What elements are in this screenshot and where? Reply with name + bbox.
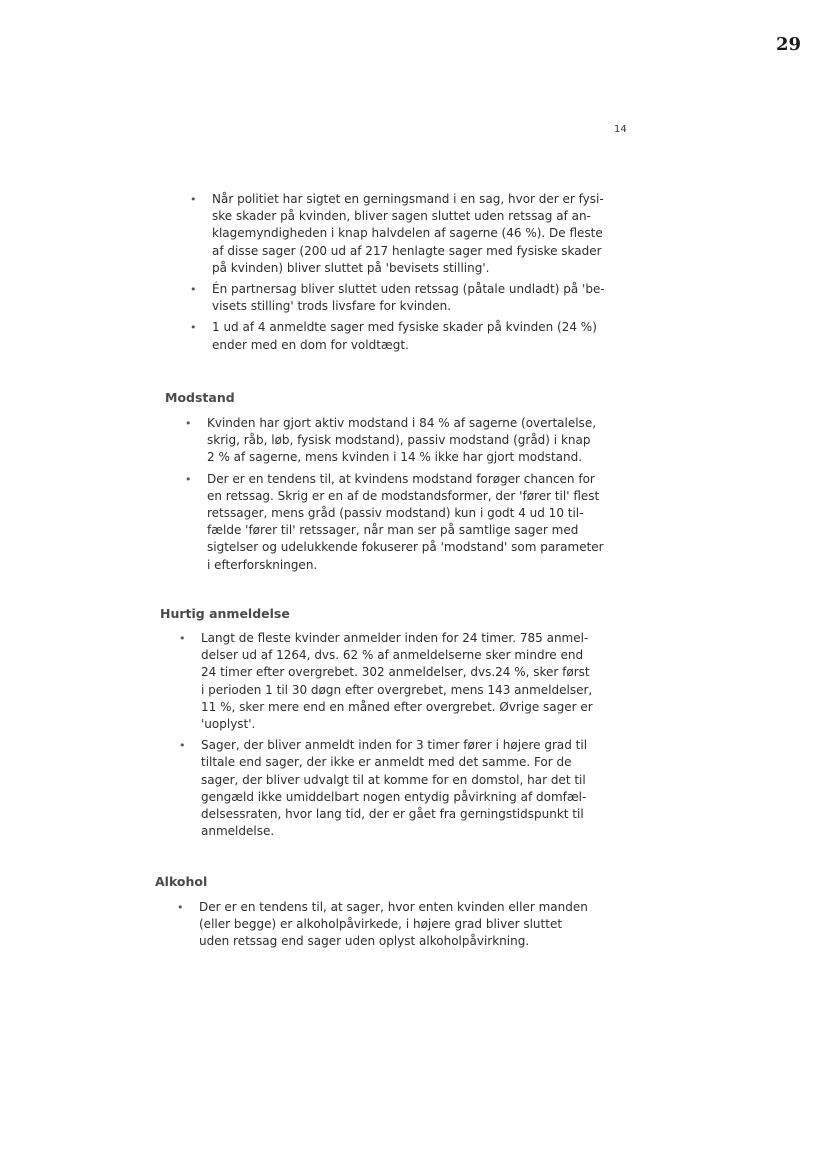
page-number: 14 [614, 124, 627, 135]
text-line: 1 ud af 4 anmeldte sager med fysiske skader på kvinden (24 %) [212, 320, 597, 335]
text-line: på kvinden) bliver sluttet på 'bevisets stilling'. [212, 260, 490, 275]
text-line: anmeldelse. [201, 824, 275, 839]
intro-section [190, 191, 605, 354]
hurtig-list [179, 630, 593, 840]
alkohol-section [155, 874, 588, 951]
text-line: ske skader på kvinden, bliver sagen sluttet uden retssag af an- [212, 209, 591, 224]
text-line: fælde 'fører til' retssager, når man ser på samtlige sager med [207, 523, 579, 538]
list-item: • 1 ud af 4 anmeldte sager med fysiske skader på kvinden (24 %) ender med en dom for voldtægt. [212, 319, 605, 353]
modstand-list [185, 415, 604, 574]
text-line: delsessraten, hvor lang tid, der er gået fra gerningstidspunkt til [201, 807, 584, 822]
text-line: gengæld ikke umiddelbart nogen entydig påvirkning af domfæl- [201, 789, 587, 804]
text-line: delser ud af 1264, dvs. 62 % af anmeldelserne sker mindre end [201, 648, 584, 663]
text-line: Én partnersag bliver sluttet uden retssag (påtale undladt) på 'be- [212, 282, 605, 297]
text-line: af disse sager (200 ud af 217 henlagte sager med fysiske skader [212, 243, 602, 258]
list-item: • Langt de fleste kvinder anmelder inden for 24 timer. 785 anmel- delser ud af 1264, dvs. 62 % af anmeldelserne sker mindre end 24 timer efter overgrebet. 302 anmeldelser, dvs.24 %, sker først i perioden 1 til 30 døgn efter overgrebet, mens 143 anmeldelser, 11 %, sker mere end en måned efter overgrebet. Øvrige sager er 'uoplyst'. [201, 630, 593, 733]
text-line: tiltale end sager, der ikke er anmeldt med det samme. For de [201, 755, 572, 770]
list-item: • Sager, der bliver anmeldt inden for 3 timer fører i højere grad til tiltale end sager, der ikke er anmeldt med det samme. For de sager, der bliver udvalgt til at komme for en domstol, har det til gengæld ikke umiddelbart nogen entydig påvirkning af domfæl- delsessraten, hvor lang tid, der er gået fra gerningstidspunkt til anmeldelse. [201, 737, 593, 840]
section-heading: Modstand [165, 390, 235, 405]
text-line: skrig, råb, løb, fysisk modstand), passiv modstand (gråd) i knap [207, 433, 591, 448]
text-line: klagemyndigheden i knap halvdelen af sagerne (46 %). De fleste [212, 226, 603, 241]
text-line: Der er en tendens til, at sager, hvor enten kvinden eller manden [199, 900, 588, 914]
text-line: visets stilling' trods livsfare for kvinden. [212, 299, 452, 314]
stamp-page-number: 29 [776, 34, 802, 55]
list-item: • Når politiet har sigtet en gerningsmand i en sag, hvor der er fysi- ske skader på kvinden, bliver sagen sluttet uden retssag af an- klagemyndigheden i knap halvdelen af sagerne (46 %). De fleste af disse sager (200 ud af 217 henlagte sager med fysiske skader på kvinden) bliver sluttet på 'bevisets stilling'. [212, 191, 605, 277]
text-line: 'uoplyst'. [201, 717, 256, 732]
list-item: • Der er en tendens til, at kvindens modstand forøger chancen for en retssag. Skrig er en af de modstandsformer, der 'fører til' flest retssager, mens gråd (passiv modstand) kun i godt 4 ud 10 til- fælde 'fører til' retssager, når man ser på samtlige sager med sigtelser og udelukkende fokuserer på 'modstand' som parameter i efterforskningen. [207, 471, 604, 574]
alkohol-list [177, 899, 588, 951]
text-line: sigtelser og udelukkende fokuserer på 'modstand' som parameter [207, 540, 604, 555]
text-line: sager, der bliver udvalgt til at komme for en domstol, har det til [201, 772, 586, 787]
hurtig-section [160, 606, 593, 840]
text-line: 24 timer efter overgrebet. 302 anmeldelser, dvs.24 %, sker først [201, 665, 590, 680]
text-line: Sager, der bliver anmeldt inden for 3 timer fører i højere grad til [201, 738, 588, 753]
text-line: Langt de fleste kvinder anmelder inden for 24 timer. 785 anmel- [201, 631, 589, 645]
text-line: Når politiet har sigtet en gerningsmand i en sag, hvor der er fysi- [212, 192, 604, 206]
section-heading: Alkohol [155, 874, 208, 889]
text-line: ender med en dom for voldtægt. [212, 337, 409, 352]
text-line: (eller begge) er alkoholpåvirkede, i højere grad bliver sluttet [199, 917, 563, 932]
section-heading: Hurtig anmeldelse [160, 606, 290, 621]
intro-list [190, 191, 605, 354]
list-item: • Kvinden har gjort aktiv modstand i 84 % af sagerne (overtalelse, skrig, råb, løb, fysisk modstand), passiv modstand (gråd) i knap 2 % af sagerne, mens kvinden i 14 % ikke har gjort modstand. [207, 415, 604, 467]
modstand-section [165, 390, 604, 574]
text-line: 2 % af sagerne, mens kvinden i 14 % ikke har gjort modstand. [207, 450, 583, 465]
text-line: Der er en tendens til, at kvindens modstand forøger chancen for [207, 471, 595, 486]
text-line: i efterforskningen. [207, 557, 318, 572]
text-line: i perioden 1 til 30 døgn efter overgrebet, mens 143 anmeldelser, [201, 682, 593, 697]
text-line: Kvinden har gjort aktiv modstand i 84 % af sagerne (overtalelse, [207, 416, 597, 430]
text-line: 11 %, sker mere end en måned efter overgrebet. Øvrige sager er [201, 699, 593, 714]
list-item: • Der er en tendens til, at sager, hvor enten kvinden eller manden (eller begge) er alkoholpåvirkede, i højere grad bliver sluttet uden retssag end sager uden oplyst alkoholpåvirkning. [199, 899, 588, 951]
text-line: en retssag. Skrig er en af de modstandsformer, der 'fører til' flest [207, 488, 600, 503]
list-item: • Én partnersag bliver sluttet uden retssag (påtale undladt) på 'be- visets stilling' trods livsfare for kvinden. [212, 281, 605, 315]
text-line: uden retssag end sager uden oplyst alkoholpåvirkning. [199, 934, 530, 949]
text-line: retssager, mens gråd (passiv modstand) kun i godt 4 ud 10 til- [207, 506, 584, 521]
